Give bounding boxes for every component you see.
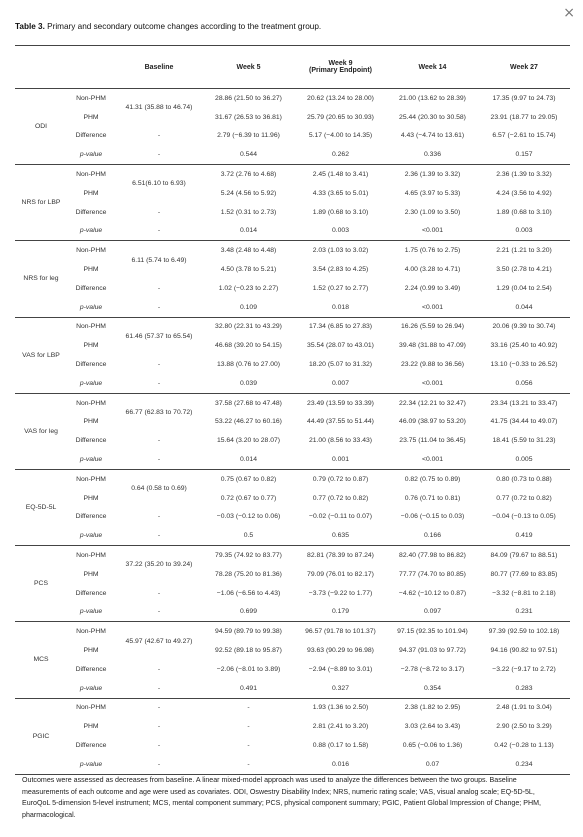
week14-cell: 97.15 (92.35 to 101.94) xyxy=(397,628,468,636)
baseline-cell: - xyxy=(157,684,161,692)
table-row xyxy=(15,393,570,412)
week14-cell: 82.40 (77.98 to 86.82) xyxy=(399,552,466,560)
row-label: PHM xyxy=(83,494,99,502)
week9-cell: 79.09 (76.01 to 82.17) xyxy=(307,570,374,578)
week9-cell: 1.89 (0.68 to 3.10) xyxy=(312,208,369,216)
week27-cell: −3.32 (−8.81 to 2.18) xyxy=(492,589,556,597)
week9-cell: −2.94 (−8.89 to 3.01) xyxy=(308,665,373,673)
baseline-cell: - xyxy=(157,760,161,768)
table-row xyxy=(15,260,570,279)
week14-cell: 21.00 (13.62 to 28.39) xyxy=(399,94,466,102)
row-label: PHM xyxy=(83,570,99,578)
week14-cell: <0.001 xyxy=(422,456,443,464)
week9-cell: 0.001 xyxy=(331,456,349,464)
week27-cell: 0.056 xyxy=(515,379,533,387)
table-row xyxy=(15,89,570,108)
week27-cell: 2.21 (1.21 to 3.20) xyxy=(496,247,552,255)
outcomes-table xyxy=(15,45,570,775)
week14-cell: 2.24 (0.99 to 3.49) xyxy=(404,284,461,292)
week5-cell: 0.699 xyxy=(239,608,257,616)
week14-cell: 2.36 (1.39 to 3.32) xyxy=(404,171,461,179)
outcome-name: EQ-5D-5L xyxy=(25,504,57,512)
week14-cell: 0.65 (−0.06 to 1.36) xyxy=(402,741,463,749)
baseline-cell: - xyxy=(157,741,161,749)
row-label: Non-PHM xyxy=(76,247,106,255)
table-row xyxy=(15,526,570,545)
header-week9-title: Week 9 xyxy=(328,60,353,67)
week14-cell: <0.001 xyxy=(422,379,443,387)
week5-cell: 46.68 (39.20 to 54.15) xyxy=(215,342,282,350)
close-icon[interactable]: × xyxy=(563,5,575,21)
week9-cell: 5.17 (−4.00 to 14.35) xyxy=(308,132,373,140)
week27-cell: 0.77 (0.72 to 0.82) xyxy=(496,494,552,502)
row-label: Difference xyxy=(75,741,107,749)
header-week9 xyxy=(294,46,387,89)
week9-cell: 0.635 xyxy=(331,532,349,540)
row-label: p-value xyxy=(79,151,103,159)
table-row xyxy=(15,127,570,146)
table-title-label: Table 3. xyxy=(15,22,45,31)
baseline-cell: - xyxy=(157,456,161,464)
table-row xyxy=(15,584,570,603)
week27-cell: 17.35 (9.97 to 24.73) xyxy=(492,94,556,102)
table-row xyxy=(15,489,570,508)
week14-cell: 2.38 (1.82 to 2.95) xyxy=(404,704,461,712)
baseline-cell: 37.22 (35.20 to 39.24) xyxy=(125,561,193,569)
baseline-cell: - xyxy=(157,284,161,292)
week9-cell: 17.34 (6.85 to 27.83) xyxy=(308,323,373,331)
week9-cell: 0.79 (0.72 to 0.87) xyxy=(312,475,369,483)
baseline-cell: 41.31 (35.88 to 46.74) xyxy=(125,104,193,112)
week27-cell: 2.48 (1.91 to 3.04) xyxy=(496,704,552,712)
week27-cell: 2.36 (1.39 to 3.32) xyxy=(496,171,552,179)
header-week9-subtitle: (Primary Endpoint) xyxy=(308,67,372,74)
week5-cell: 1.02 (−0.23 to 2.27) xyxy=(218,284,279,292)
week9-cell: 0.88 (0.17 to 1.58) xyxy=(312,741,369,749)
row-label: p-value xyxy=(79,760,103,768)
week27-cell: 0.234 xyxy=(515,760,533,768)
table-row xyxy=(15,184,570,203)
row-label: Non-PHM xyxy=(76,323,106,331)
row-label: Non-PHM xyxy=(76,628,106,636)
row-label: Difference xyxy=(75,589,107,597)
week9-cell: 3.54 (2.83 to 4.25) xyxy=(312,266,369,274)
week27-cell: 0.80 (0.73 to 0.88) xyxy=(496,475,552,483)
table-row xyxy=(15,565,570,584)
table-row xyxy=(15,679,570,698)
week14-cell: 39.48 (31.88 to 47.09) xyxy=(399,342,466,350)
week9-cell: 23.49 (13.59 to 33.39) xyxy=(307,399,374,407)
table-row xyxy=(15,450,570,469)
table-row xyxy=(15,355,570,374)
table-row xyxy=(15,298,570,317)
table-row xyxy=(15,374,570,393)
week14-cell: 4.65 (3.97 to 5.33) xyxy=(404,189,461,197)
week9-cell: 1.93 (1.36 to 2.50) xyxy=(312,704,369,712)
week27-cell: 1.29 (0.04 to 2.54) xyxy=(496,284,552,292)
outcome-name: VAS for LBP xyxy=(22,351,60,359)
table-row xyxy=(15,469,570,488)
week9-cell: 0.262 xyxy=(331,151,349,159)
week27-cell: −3.22 (−9.17 to 2.72) xyxy=(492,665,556,673)
week5-cell: 0.039 xyxy=(239,379,257,387)
week5-cell: 0.014 xyxy=(239,227,257,235)
week27-cell: 0.283 xyxy=(515,684,533,692)
week5-cell: 1.52 (0.31 to 2.73) xyxy=(220,208,277,216)
row-label: Difference xyxy=(75,284,107,292)
week5-cell: 0.72 (0.67 to 0.77) xyxy=(220,494,277,502)
week27-cell: 20.06 (9.39 to 30.74) xyxy=(492,323,556,331)
week5-cell: 0.5 xyxy=(243,532,254,540)
week9-cell: 44.49 (37.55 to 51.44) xyxy=(307,418,374,426)
row-label: Difference xyxy=(75,132,107,140)
row-label: Non-PHM xyxy=(76,475,106,483)
week14-cell: 2.30 (1.09 to 3.50) xyxy=(404,208,461,216)
week9-cell: 0.327 xyxy=(331,684,349,692)
baseline-cell: 61.46 (57.37 to 65.54) xyxy=(125,332,193,340)
week5-cell: −0.03 (−0.12 to 0.06) xyxy=(216,513,281,521)
baseline-cell: - xyxy=(157,704,161,712)
outcome-name: MCS xyxy=(33,656,49,664)
table-row xyxy=(15,413,570,432)
week27-cell: 33.16 (25.40 to 40.92) xyxy=(490,342,558,350)
week14-cell: 25.44 (20.30 to 30.58) xyxy=(399,113,466,121)
week9-cell: −3.73 (−9.22 to 1.77) xyxy=(308,589,373,597)
week5-cell: 31.67 (26.53 to 36.81) xyxy=(215,113,282,121)
baseline-cell: - xyxy=(157,608,161,616)
row-label: p-value xyxy=(79,532,103,540)
header-week27: Week 27 xyxy=(510,63,538,71)
row-label: Difference xyxy=(75,437,107,445)
week27-cell: 0.231 xyxy=(515,608,533,616)
week27-cell: 84.09 (79.67 to 88.51) xyxy=(490,552,558,560)
baseline-cell: - xyxy=(157,437,161,445)
week9-cell: 0.179 xyxy=(331,608,349,616)
week5-cell: 0.491 xyxy=(239,684,257,692)
week27-cell: 0.044 xyxy=(515,303,533,311)
row-label: Non-PHM xyxy=(76,171,106,179)
row-label: Difference xyxy=(75,513,107,521)
week5-cell: - xyxy=(247,723,250,731)
baseline-cell: - xyxy=(157,132,161,140)
header-group xyxy=(67,46,115,89)
week14-cell: 16.26 (5.59 to 26.94) xyxy=(400,323,465,331)
baseline-cell: - xyxy=(157,151,161,159)
week5-cell: 3.72 (2.76 to 4.68) xyxy=(220,171,277,179)
week14-cell: 0.82 (0.75 to 0.89) xyxy=(404,475,461,483)
week27-cell: 23.91 (18.77 to 29.05) xyxy=(490,113,558,121)
week5-cell: 79.35 (74.92 to 83.77) xyxy=(215,552,282,560)
week5-cell: 4.50 (3.78 to 5.21) xyxy=(220,266,277,274)
table-row xyxy=(15,222,570,241)
week5-cell: 32.80 (22.31 to 43.29) xyxy=(215,323,282,331)
outcome-name: NRS for LBP xyxy=(21,199,61,207)
table-row xyxy=(15,431,570,450)
week5-cell: 92.52 (89.18 to 95.87) xyxy=(215,647,282,654)
row-label: p-value xyxy=(79,303,103,311)
week27-cell: 3.50 (2.78 to 4.21) xyxy=(496,266,552,274)
week14-cell: 46.09 (38.97 to 53.20) xyxy=(399,418,466,426)
row-label: p-value xyxy=(79,379,103,387)
week27-cell: 0.005 xyxy=(515,456,533,464)
baseline-cell: 45.97 (42.67 to 49.27) xyxy=(125,637,193,645)
week14-cell: −4.62 (−10.12 to 0.87) xyxy=(398,589,467,597)
table-row xyxy=(15,641,570,660)
week5-cell: 5.24 (4.56 to 5.92) xyxy=(220,189,277,197)
week5-cell: - xyxy=(247,741,250,749)
week5-cell: 15.64 (3.20 to 28.07) xyxy=(216,437,281,445)
baseline-cell: - xyxy=(157,208,161,216)
week14-cell: 1.75 (0.76 to 2.75) xyxy=(404,247,461,255)
row-label: p-value xyxy=(79,456,103,464)
table-row xyxy=(15,145,570,164)
table-row xyxy=(15,755,570,774)
week14-cell: 22.34 (12.21 to 32.47) xyxy=(399,399,466,407)
week5-cell: 0.544 xyxy=(239,151,257,159)
week14-cell: <0.001 xyxy=(422,303,443,311)
row-label: Difference xyxy=(75,665,107,673)
week5-cell: 37.58 (27.68 to 47.48) xyxy=(215,399,282,407)
week14-cell: 0.76 (0.71 to 0.81) xyxy=(404,494,461,502)
header-week5: Week 5 xyxy=(236,63,261,71)
week14-cell: 23.22 (9.88 to 36.56) xyxy=(400,361,465,369)
outcome-name: VAS for leg xyxy=(24,427,58,435)
table-row xyxy=(15,241,570,260)
baseline-cell: - xyxy=(157,723,161,731)
week27-cell: 97.39 (92.59 to 102.18) xyxy=(488,628,560,636)
row-label: p-value xyxy=(79,608,103,616)
row-label: Non-PHM xyxy=(76,94,106,102)
row-label: p-value xyxy=(79,684,103,692)
row-label: PHM xyxy=(83,113,99,121)
baseline-cell: - xyxy=(157,227,161,235)
week14-cell: 0.097 xyxy=(423,608,441,616)
week5-cell: −1.06 (−6.56 to 4.43) xyxy=(216,589,281,597)
table-title-text: Primary and secondary outcome changes according to the treatment group. xyxy=(47,22,322,31)
baseline-cell: - xyxy=(157,303,161,311)
week9-cell: 2.45 (1.48 to 3.41) xyxy=(312,171,369,179)
table-row xyxy=(15,546,570,565)
week5-cell: 0.109 xyxy=(239,303,257,311)
table-row xyxy=(15,165,570,184)
table-body xyxy=(15,89,570,775)
week27-cell: 94.16 (90.82 to 97.51) xyxy=(490,647,558,654)
week27-cell: 0.419 xyxy=(515,532,533,540)
week27-cell: −0.04 (−0.13 to 0.05) xyxy=(492,513,556,521)
week9-cell: 25.79 (20.65 to 30.93) xyxy=(307,113,374,121)
week27-cell: 0.003 xyxy=(515,227,533,235)
outcome-name: ODI xyxy=(34,123,48,131)
week9-cell: 93.63 (90.29 to 96.98) xyxy=(307,647,374,654)
row-label: Difference xyxy=(75,361,107,369)
table-row xyxy=(15,622,570,641)
week14-cell: 23.75 (11.04 to 36.45) xyxy=(399,437,466,445)
table-row xyxy=(15,317,570,336)
baseline-cell: - xyxy=(157,589,161,597)
table-row xyxy=(15,336,570,355)
row-label: Non-PHM xyxy=(76,552,106,560)
week9-cell: 21.00 (8.56 to 33.43) xyxy=(308,437,373,445)
row-label: Non-PHM xyxy=(76,704,106,712)
week5-cell: 2.79 (−6.39 to 11.96) xyxy=(217,132,280,140)
week14-cell: 0.336 xyxy=(423,151,441,159)
week5-cell: −2.06 (−8.01 to 3.89) xyxy=(216,665,281,673)
baseline-cell: 6.51(6.10 to 6.93) xyxy=(132,180,186,188)
row-label: PHM xyxy=(83,723,99,731)
week9-cell: 0.77 (0.72 to 0.82) xyxy=(312,494,369,502)
table-row xyxy=(15,279,570,298)
baseline-cell: - xyxy=(157,513,161,521)
week5-cell: - xyxy=(247,704,250,712)
baseline-cell: 0.64 (0.58 to 0.69) xyxy=(131,485,187,493)
outcome-name: PGIC xyxy=(32,732,50,740)
outcome-name: NRS for leg xyxy=(23,275,59,283)
week27-cell: 4.24 (3.56 to 4.92) xyxy=(496,189,552,197)
week5-cell: 53.22 (46.27 to 60.16) xyxy=(215,418,282,426)
week9-cell: 18.20 (5.07 to 31.32) xyxy=(308,361,373,369)
week9-cell: 0.007 xyxy=(331,379,349,387)
week9-cell: 82.81 (78.39 to 87.24) xyxy=(307,552,374,560)
week14-cell: <0.001 xyxy=(422,227,443,235)
week14-cell: 0.354 xyxy=(423,684,441,692)
row-label: PHM xyxy=(83,342,99,350)
week5-cell: 94.59 (89.79 to 99.38) xyxy=(215,628,282,636)
week14-cell: 4.00 (3.28 to 4.71) xyxy=(404,266,461,274)
table-row xyxy=(15,508,570,527)
row-label: PHM xyxy=(83,418,99,426)
row-label: Difference xyxy=(75,208,107,216)
week9-cell: 0.018 xyxy=(331,303,349,311)
week9-cell: 35.54 (28.07 to 43.01) xyxy=(307,342,374,350)
header-week14: Week 14 xyxy=(418,63,447,71)
table-header-row xyxy=(15,46,570,89)
week27-cell: 13.10 (−0.33 to 26.52) xyxy=(490,361,558,369)
week27-cell: 1.89 (0.68 to 3.10) xyxy=(496,208,552,216)
week9-cell: 1.52 (0.27 to 2.77) xyxy=(312,284,369,292)
week27-cell: 18.41 (5.59 to 31.23) xyxy=(492,437,556,445)
table-row xyxy=(15,203,570,222)
week5-cell: - xyxy=(247,760,250,768)
table-row xyxy=(15,717,570,736)
baseline-cell: - xyxy=(157,361,161,369)
week9-cell: 2.81 (2.41 to 3.20) xyxy=(312,723,369,731)
week14-cell: 0.166 xyxy=(423,532,441,540)
week14-cell: 3.03 (2.64 to 3.43) xyxy=(404,723,461,731)
week27-cell: 6.57 (−2.61 to 15.74) xyxy=(492,132,556,140)
week5-cell: 0.014 xyxy=(239,456,257,464)
outcome-name: PCS xyxy=(34,580,48,588)
week27-cell: 23.34 (13.21 to 33.47) xyxy=(490,399,558,407)
baseline-cell: - xyxy=(157,532,161,540)
week27-cell: 41.75 (34.44 to 49.07) xyxy=(490,418,558,426)
row-label: PHM xyxy=(83,266,99,274)
baseline-cell: 66.77 (62.83 to 70.72) xyxy=(125,409,193,417)
table-title xyxy=(15,22,321,31)
row-label: PHM xyxy=(83,189,99,197)
row-label: PHM xyxy=(83,647,99,654)
baseline-cell: - xyxy=(157,665,161,673)
table-row xyxy=(15,660,570,679)
week14-cell: −2.78 (−8.72 to 3.17) xyxy=(400,665,465,673)
table-row xyxy=(15,698,570,717)
row-label: p-value xyxy=(79,227,103,235)
week9-cell: 0.003 xyxy=(331,227,349,235)
week9-cell: −0.02 (−0.11 to 0.07) xyxy=(309,513,372,521)
table-row xyxy=(15,108,570,127)
table-footnote: Outcomes were assessed as decreases from baseline. A linear mixed-model approach was used to analyze the differences between the two groups. Baseline measurements of each outcome and age were used as covariates. ODI, Oswestry Disability Index; NRS, numeric rating scale; VAS, visual analog scale; EQ-5D-5L, EuroQoL 5-dimension 5-level instrument; MCS, mental component summary; PCS, physical component summary; PGIC, Patient Global Impression of Change; PHM, pharmacological. xyxy=(22,776,541,819)
header-baseline: Baseline xyxy=(144,63,174,71)
week9-cell: 96.57 (91.78 to 101.37) xyxy=(305,628,376,636)
week14-cell: 0.07 xyxy=(425,760,440,768)
week14-cell: 77.77 (74.70 to 80.85) xyxy=(399,570,466,578)
week14-cell: 4.43 (−4.74 to 13.61) xyxy=(400,132,465,140)
week27-cell: 2.90 (2.50 to 3.29) xyxy=(496,723,552,731)
week5-cell: 13.88 (0.76 to 27.00) xyxy=(216,361,281,369)
week5-cell: 0.75 (0.67 to 0.82) xyxy=(220,475,277,483)
week9-cell: 0.016 xyxy=(331,760,349,768)
week5-cell: 28.86 (21.50 to 36.27) xyxy=(215,94,282,102)
week9-cell: 2.03 (1.03 to 3.02) xyxy=(312,247,369,255)
week5-cell: 78.28 (75.20 to 81.36) xyxy=(215,570,282,578)
week9-cell: 20.62 (13.24 to 28.00) xyxy=(307,94,374,102)
week27-cell: 0.157 xyxy=(515,151,533,159)
baseline-cell: - xyxy=(157,379,161,387)
baseline-cell: 6.11 (5.74 to 6.49) xyxy=(131,256,187,264)
week5-cell: 3.48 (2.48 to 4.48) xyxy=(220,247,277,255)
week27-cell: 80.77 (77.69 to 83.85) xyxy=(490,570,558,578)
header-outcome xyxy=(15,46,67,89)
week14-cell: 94.37 (91.03 to 97.72) xyxy=(399,647,466,654)
table-row xyxy=(15,736,570,755)
week27-cell: 0.42 (−0.28 to 1.13) xyxy=(494,741,554,749)
week14-cell: −0.06 (−0.15 to 0.03) xyxy=(400,513,465,521)
week9-cell: 4.33 (3.65 to 5.01) xyxy=(312,189,369,197)
row-label: Non-PHM xyxy=(76,399,106,407)
table-row xyxy=(15,603,570,622)
